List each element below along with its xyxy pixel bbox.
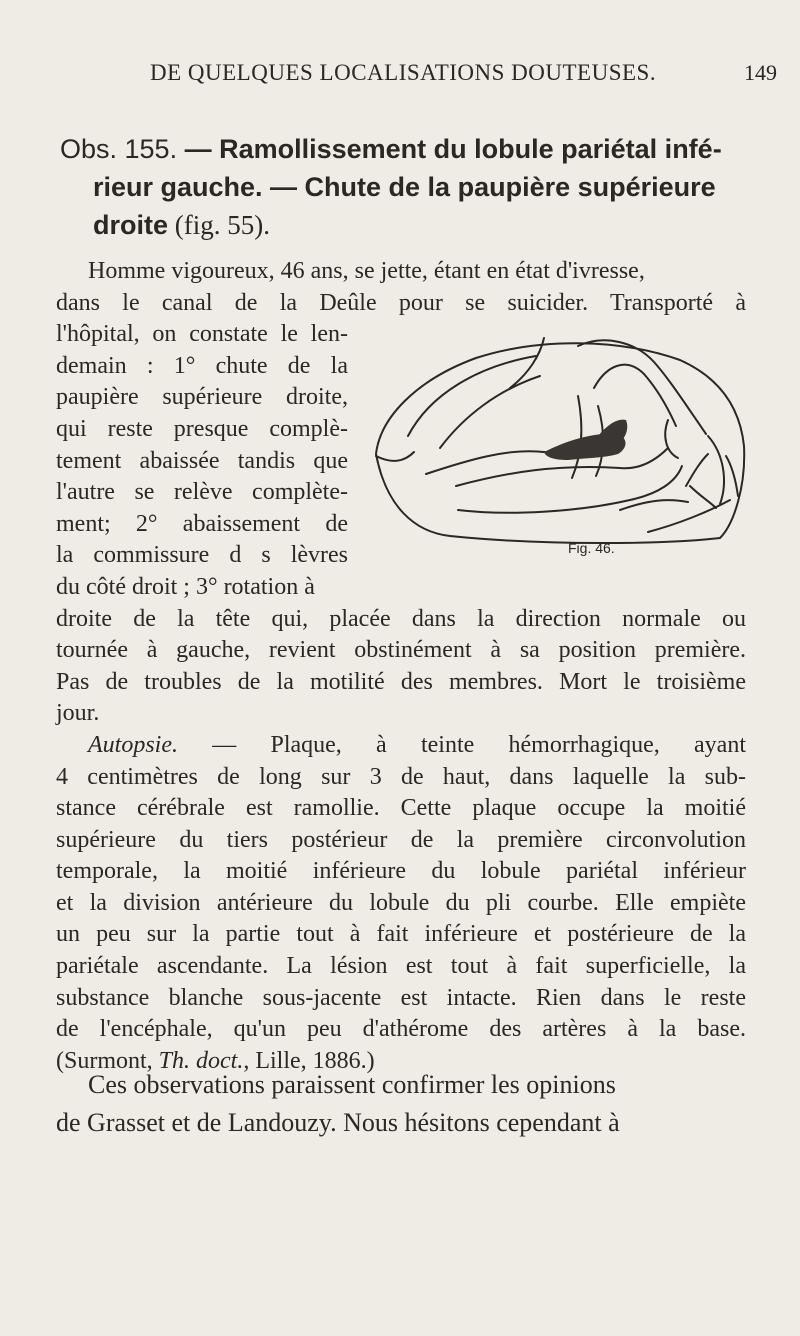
temporal-line (458, 466, 682, 513)
text-line: droite de la tête qui, placée dans la direction normale ou (56, 605, 746, 632)
text-line: la commissure d s lèvres (56, 542, 348, 569)
wrapped-text (56, 319, 348, 603)
figure-reference: (fig. 55). (168, 210, 270, 240)
gyrus-line (708, 436, 724, 504)
closing-paragraph (56, 1066, 746, 1142)
heading-line-1 (60, 130, 750, 168)
text-line: et la division antérieure du lobule du pli courbe. Elle empiète (56, 889, 746, 916)
brain-figure (368, 336, 748, 546)
text-line: ment; 2° abaissement de (56, 510, 348, 537)
text-line: tournée à gauche, revient obstinément à sa position première. (56, 637, 746, 664)
gyrus-line (572, 396, 581, 478)
text-line: stance cérébrale est ramollie. Cette plaque occupe la moitié (56, 795, 746, 822)
text-line: qui reste presque complè- (56, 415, 348, 442)
heading-title-1: — Ramollissement du lobule pariétal infé- (177, 134, 722, 164)
figure-caption: Fig. 46. (568, 540, 615, 556)
autopsie-line (56, 730, 746, 762)
text-line: 4 centimètres de long sur 3 de haut, dans laquelle la sub- (56, 763, 746, 790)
page-header (0, 60, 800, 90)
temporal-line (620, 500, 688, 510)
gyrus-line (686, 454, 708, 486)
text-line: Pas de troubles de la motilité des membres. Mort le troisième (56, 668, 746, 695)
text-line: Homme vigoureux, 46 ans, se jette, étant en état d'ivresse, (88, 258, 645, 284)
text-line: l'hôpital, on constate le len- (56, 321, 348, 348)
text-line: l'autre se relève complète- (56, 479, 348, 506)
heading-line-3 (60, 206, 750, 244)
source-thesis: Th. doct. (158, 1047, 244, 1074)
brain-outline (376, 343, 744, 543)
page-number: 149 (744, 60, 777, 85)
running-title: DE QUELQUES LOCALISATIONS DOUTEUSES. (150, 60, 657, 85)
frontal-line (376, 452, 414, 461)
text-line: un peu sur la partie tout à fait inférieure et postérieure de la (56, 921, 746, 948)
text-line: temporale, la moitié inférieure du lobule pariétal inférieur (56, 858, 746, 885)
brain-lesion-drawing (368, 336, 748, 546)
text-line: supérieure du tiers postérieur de la première circonvolution (56, 826, 746, 853)
heading-title-3: droite (93, 210, 169, 240)
text-line: de Grasset et de Landouzy. Nous hésitons cependant à (56, 1108, 620, 1137)
text-line: de l'encéphale, qu'un peu d'athérome des artères à la base. (56, 1016, 746, 1043)
autopsie-label: Autopsie. (88, 731, 178, 758)
text-line: substance blanche sous-jacente est intacte. Rien dans le reste (56, 984, 746, 1011)
autopsie-text: — Plaque, à teinte hémorrhagique, ayant (178, 731, 746, 758)
gyrus-line (690, 486, 716, 508)
occipital-line (726, 456, 738, 496)
text-line: tement abaissée tandis que (56, 447, 348, 474)
text-line: demain : 1° chute de la (56, 352, 348, 379)
observation-heading (60, 130, 750, 244)
observation-number: Obs. 155. (60, 134, 178, 164)
occipital-line (648, 500, 730, 532)
text-line: Ces observations paraissent confirmer les opinions (88, 1070, 616, 1099)
text-line: jour. (56, 700, 100, 727)
source-citation: (Surmont, Th. doct., Lille, 1886.) (56, 1047, 375, 1074)
text-line: paupière supérieure droite, (56, 384, 348, 411)
text-line: du côté droit ; 3° rotation à (56, 573, 315, 600)
gyrus-line (408, 356, 536, 436)
heading-line-2: rieur gauche. — Chute de la paupière supérieure (93, 172, 716, 202)
text-line: pariétale ascendante. La lésion est tout à fait superficielle, la (56, 953, 746, 980)
text-line: dans le canal de la Deûle pour se suicider. Transporté à (56, 289, 746, 316)
sulcus-line (578, 340, 706, 434)
